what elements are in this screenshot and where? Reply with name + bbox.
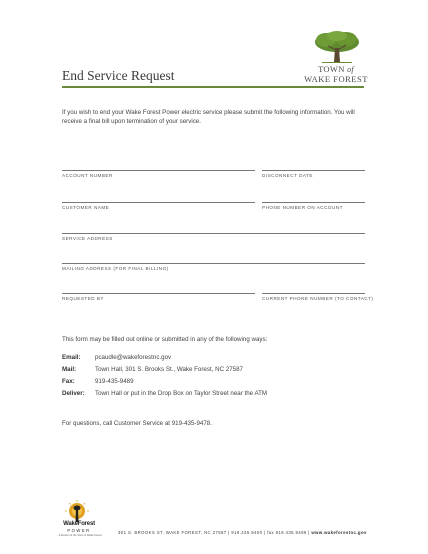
mail-label: Mail: xyxy=(62,366,77,373)
title-divider xyxy=(62,86,364,88)
footer-address-text: 301 S. BROOKS ST. WAKE FOREST, NC 27587 | 919.435.9400 | fax 919.435.9489 | xyxy=(118,530,310,535)
mailing-address-field[interactable] xyxy=(62,263,365,264)
current-phone-label: CURRENT PHONE NUMBER (TO CONTACT) xyxy=(262,296,374,301)
customer-name-label: CUSTOMER NAME xyxy=(62,205,110,210)
logo-wake-forest-text: WAKE FOREST xyxy=(304,74,368,84)
service-address-field[interactable] xyxy=(62,233,365,234)
mail-value: Town Hall, 301 S. Brooks St., Wake Forest, NC 27587 xyxy=(95,366,243,373)
footer-brand-power: POWER xyxy=(67,528,91,533)
deliver-label: Deliver: xyxy=(62,390,85,397)
requested-by-field[interactable] xyxy=(62,293,255,294)
footer-website-link[interactable]: www.wakeforestnc.gov xyxy=(311,530,367,535)
service-address-label: SERVICE ADDRESS xyxy=(62,236,113,241)
mailing-address-label: MAILING ADDRESS (FOR FINAL BILLING) xyxy=(62,266,169,271)
email-link[interactable]: pcaudle@wakeforestnc.gov xyxy=(95,354,172,361)
submission-note: This form may be filled out online or submitted in any of the following ways: xyxy=(62,336,268,343)
logo-town-text: TOWN of xyxy=(318,64,354,74)
oak-tree-logo-icon xyxy=(312,30,362,64)
requested-by-label: REQUESTED BY xyxy=(62,296,104,301)
disconnect-date-field[interactable] xyxy=(262,170,365,171)
phone-on-account-field[interactable] xyxy=(262,202,365,203)
phone-on-account-label: PHONE NUMBER ON ACCOUNT xyxy=(262,205,343,210)
email-label: Email: xyxy=(62,354,81,361)
customer-name-field[interactable] xyxy=(62,202,255,203)
account-number-field[interactable] xyxy=(62,170,255,171)
footer-brand-name: WakeForest xyxy=(63,521,95,527)
current-phone-field[interactable] xyxy=(262,293,365,294)
intro-paragraph: If you wish to end your Wake Forest Power electric service please submit the following information. You will receive a final bill upon termination of your service. xyxy=(62,109,355,125)
fax-label: Fax: xyxy=(62,378,75,385)
disconnect-date-label: DISCONNECT DATE xyxy=(262,173,313,178)
questions-text: For questions, call Customer Service at 919-435-9478. xyxy=(62,420,212,427)
page-title: End Service Request xyxy=(62,68,175,83)
deliver-value: Town Hall or put in the Drop Box on Taylor Street near the ATM xyxy=(95,390,268,397)
footer-address xyxy=(118,530,367,535)
account-number-label: ACCOUNT NUMBER xyxy=(62,173,113,178)
footer-brand-tagline: A division of the Town of Wake Forest xyxy=(58,534,102,537)
fax-value: 919-435-9489 xyxy=(95,378,134,385)
